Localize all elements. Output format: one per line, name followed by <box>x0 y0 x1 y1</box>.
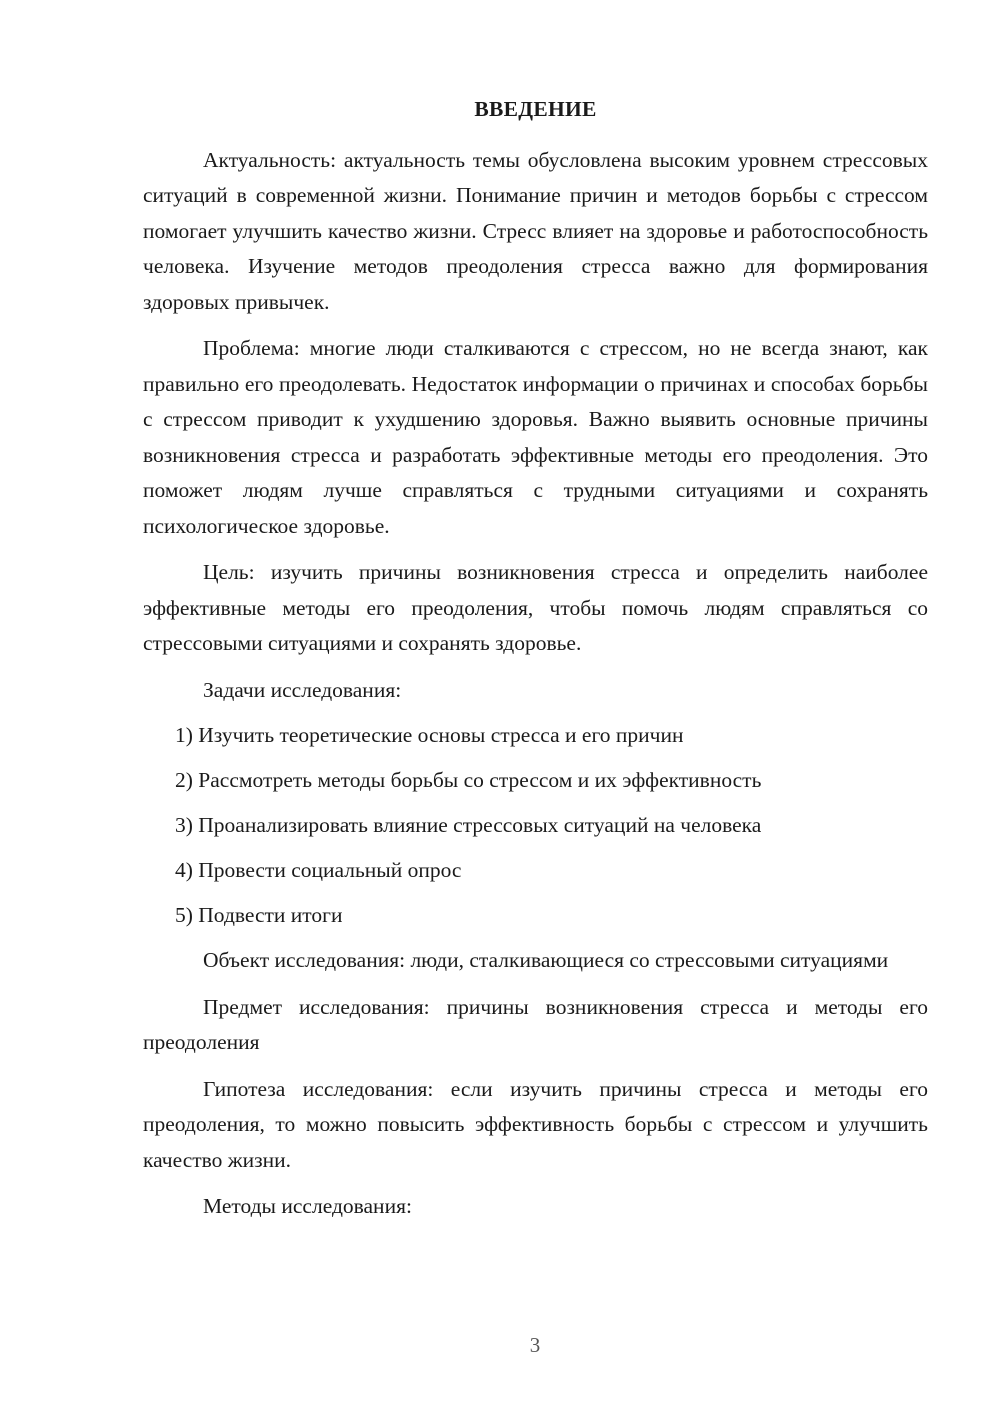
tasks-list <box>143 718 928 934</box>
list-item: 4) Провести социальный опрос <box>175 858 462 882</box>
object-paragraph: Объект исследования: люди, сталкивающиеся со стрессовыми ситуациями <box>203 948 889 972</box>
relevance-paragraph: Актуальность: актуальность темы обусловлена высоким уровнем стрессовых ситуаций в современной жизни. Понимание причин и методов борьбы с стрессом помогает улучшить качество жизни. Стресс влияет на здоровье и работоспособность человека. Изучение методов преодоления стресса важно для формирования здоровых привычек. <box>143 147 928 314</box>
page-title: ВВЕДЕНИЕ <box>474 97 597 121</box>
list-item: 5) Подвести итоги <box>175 903 343 927</box>
subject-paragraph: Предмет исследования: причины возникновения стресса и методы его преодоления <box>143 994 928 1054</box>
goal-paragraph: Цель: изучить причины возникновения стресса и определить наиболее эффективные методы его преодоления, чтобы помочь людям справляться со стрессовыми ситуациями и сохранять здоровье. <box>143 560 928 655</box>
list-item: 3) Проанализировать влияние стрессовых ситуаций на человека <box>175 813 762 837</box>
problem-paragraph: Проблема: многие люди сталкиваются с стрессом, но не всегда знают, как правильно его преодолевать. Недостаток информации о причинах и способах борьбы с стрессом приводит к ухудшению здоровья. Важно выявить основные причины возникновения стресса и разработать эффективные методы его преодоления. Это поможет людям лучше справляться с трудными ситуациями и сохранять психологическое здоровье. <box>143 336 928 538</box>
methods-heading: Методы исследования: <box>203 1194 412 1218</box>
list-item: 2) Рассмотреть методы борьбы со стрессом и их эффективность <box>175 768 762 792</box>
list-item: 1) Изучить теоретические основы стресса и его причин <box>175 723 684 747</box>
tasks-heading: Задачи исследования: <box>203 677 402 702</box>
hypothesis-paragraph: Гипотеза исследования: если изучить причины стресса и методы его преодоления, то можно повысить эффективность борьбы с стрессом и улучшить качество жизни. <box>143 1076 928 1172</box>
document-page <box>143 92 928 1236</box>
page-number: 3 <box>529 1333 541 1357</box>
